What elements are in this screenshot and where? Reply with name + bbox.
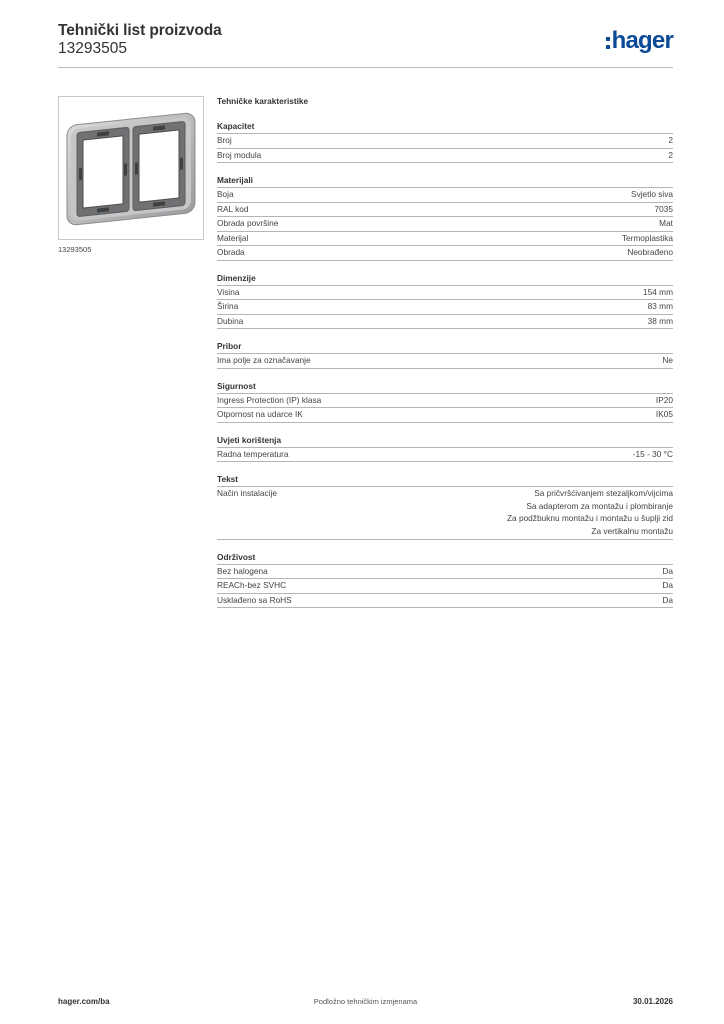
spec-label: Broj modula — [217, 149, 262, 160]
spec-row — [217, 300, 673, 315]
spec-label: Otpornost na udarce IK — [217, 409, 303, 419]
spec-value-line: Za podžbuknu montažu i montažu u šuplji zid — [506, 513, 673, 524]
spec-value: Da — [662, 594, 673, 605]
spec-value: 2 — [668, 149, 673, 160]
footer-notice: Podložno tehničkim izmjenama — [313, 997, 418, 1006]
page-header — [58, 20, 673, 70]
spec-section — [217, 472, 673, 540]
spec-value: Termoplastika — [621, 232, 673, 243]
spec-section — [217, 173, 673, 261]
image-caption: 13293505 — [58, 245, 92, 254]
spec-row — [217, 487, 673, 540]
spec-section — [217, 379, 673, 423]
spec-label: Radna temperatura — [217, 448, 289, 459]
spec-value: Mat — [659, 218, 673, 228]
spec-value: IP20 — [655, 394, 673, 405]
spec-section — [217, 433, 673, 463]
section-heading: Kapacitet — [217, 119, 673, 134]
spec-label: Visina — [217, 286, 240, 297]
spec-row — [217, 394, 673, 409]
spec-value: Neobrađeno — [627, 247, 673, 257]
spec-label: Broj — [217, 135, 232, 145]
spec-row — [217, 565, 673, 580]
spec-label: Dubina — [217, 315, 244, 326]
spec-label: Način instalacije — [217, 488, 277, 498]
product-image — [58, 96, 204, 240]
logo-text: hager — [611, 27, 673, 54]
section-heading: Održivost — [217, 550, 673, 565]
spec-row — [217, 188, 673, 203]
specs-title: Tehničke karakteristike — [217, 96, 309, 106]
product-code: 13293505 — [58, 40, 127, 57]
spec-section — [217, 550, 673, 609]
spec-value: 7035 — [654, 203, 673, 214]
spec-row — [217, 149, 673, 164]
spec-label: Usklađeno sa RoHS — [217, 594, 292, 605]
spec-section — [217, 339, 673, 369]
spec-value: Ne — [662, 355, 673, 365]
specs-table — [217, 96, 673, 618]
spec-row — [217, 354, 673, 369]
spec-value: 2 — [668, 135, 673, 145]
spec-value: IK05 — [655, 409, 673, 419]
spec-row — [217, 217, 673, 232]
spec-value: 38 mm — [647, 315, 673, 326]
spec-label: Obrada — [217, 247, 245, 257]
spec-row — [217, 232, 673, 247]
spec-value: Da — [662, 565, 673, 576]
double-frame-icon — [59, 97, 203, 239]
section-heading: Pribor — [217, 339, 673, 354]
spec-label: Boja — [217, 189, 234, 199]
footer-date: 30.01.2026 — [632, 997, 673, 1006]
spec-label: RAL kod — [217, 203, 249, 214]
section-heading: Materijali — [217, 173, 673, 188]
footer-website-link[interactable]: hager.com/ba — [58, 997, 110, 1006]
spec-value — [507, 487, 673, 538]
section-heading: Dimenzije — [217, 271, 673, 286]
section-heading: Tekst — [217, 472, 673, 487]
spec-value-line: Za vertikalnu montažu — [591, 526, 673, 537]
spec-label: Širina — [217, 301, 239, 311]
spec-value: Da — [662, 580, 673, 591]
section-heading: Sigurnost — [217, 379, 673, 394]
spec-label: Bez halogena — [217, 565, 268, 576]
logo-dots-icon — [606, 37, 610, 49]
spec-row — [217, 408, 673, 423]
spec-section — [217, 271, 673, 330]
spec-value: 154 mm — [643, 286, 673, 297]
hager-logo[interactable] — [606, 27, 673, 55]
spec-label: REACh-bez SVHC — [217, 580, 287, 591]
spec-row — [217, 286, 673, 301]
spec-row — [217, 579, 673, 594]
spec-row — [217, 134, 673, 149]
section-heading: Uvjeti korištenja — [217, 433, 673, 448]
spec-row — [217, 203, 673, 218]
spec-label: Materijal — [217, 232, 249, 243]
page-footer — [58, 997, 673, 1009]
spec-label: Obrada površine — [217, 218, 279, 228]
spec-label: Ima polje za označavanje — [217, 355, 311, 365]
spec-row — [217, 448, 673, 463]
spec-value: Svjetlo siva — [631, 189, 673, 199]
spec-label: Ingress Protection (IP) klasa — [217, 394, 322, 405]
spec-row — [217, 246, 673, 261]
spec-value-line: Sa adapterom za montažu i plombiranje — [526, 500, 673, 511]
spec-value: 83 mm — [647, 301, 673, 311]
spec-row — [217, 594, 673, 609]
page-title: Tehnički list proizvoda — [58, 22, 222, 39]
spec-value-line: Sa pričvršćivanjem stezaljkom/vijcima — [534, 488, 673, 498]
spec-row — [217, 315, 673, 330]
spec-value: -15 - 30 °C — [632, 448, 673, 459]
spec-section — [217, 119, 673, 163]
specs-sections — [217, 119, 673, 608]
header-divider — [58, 67, 673, 68]
